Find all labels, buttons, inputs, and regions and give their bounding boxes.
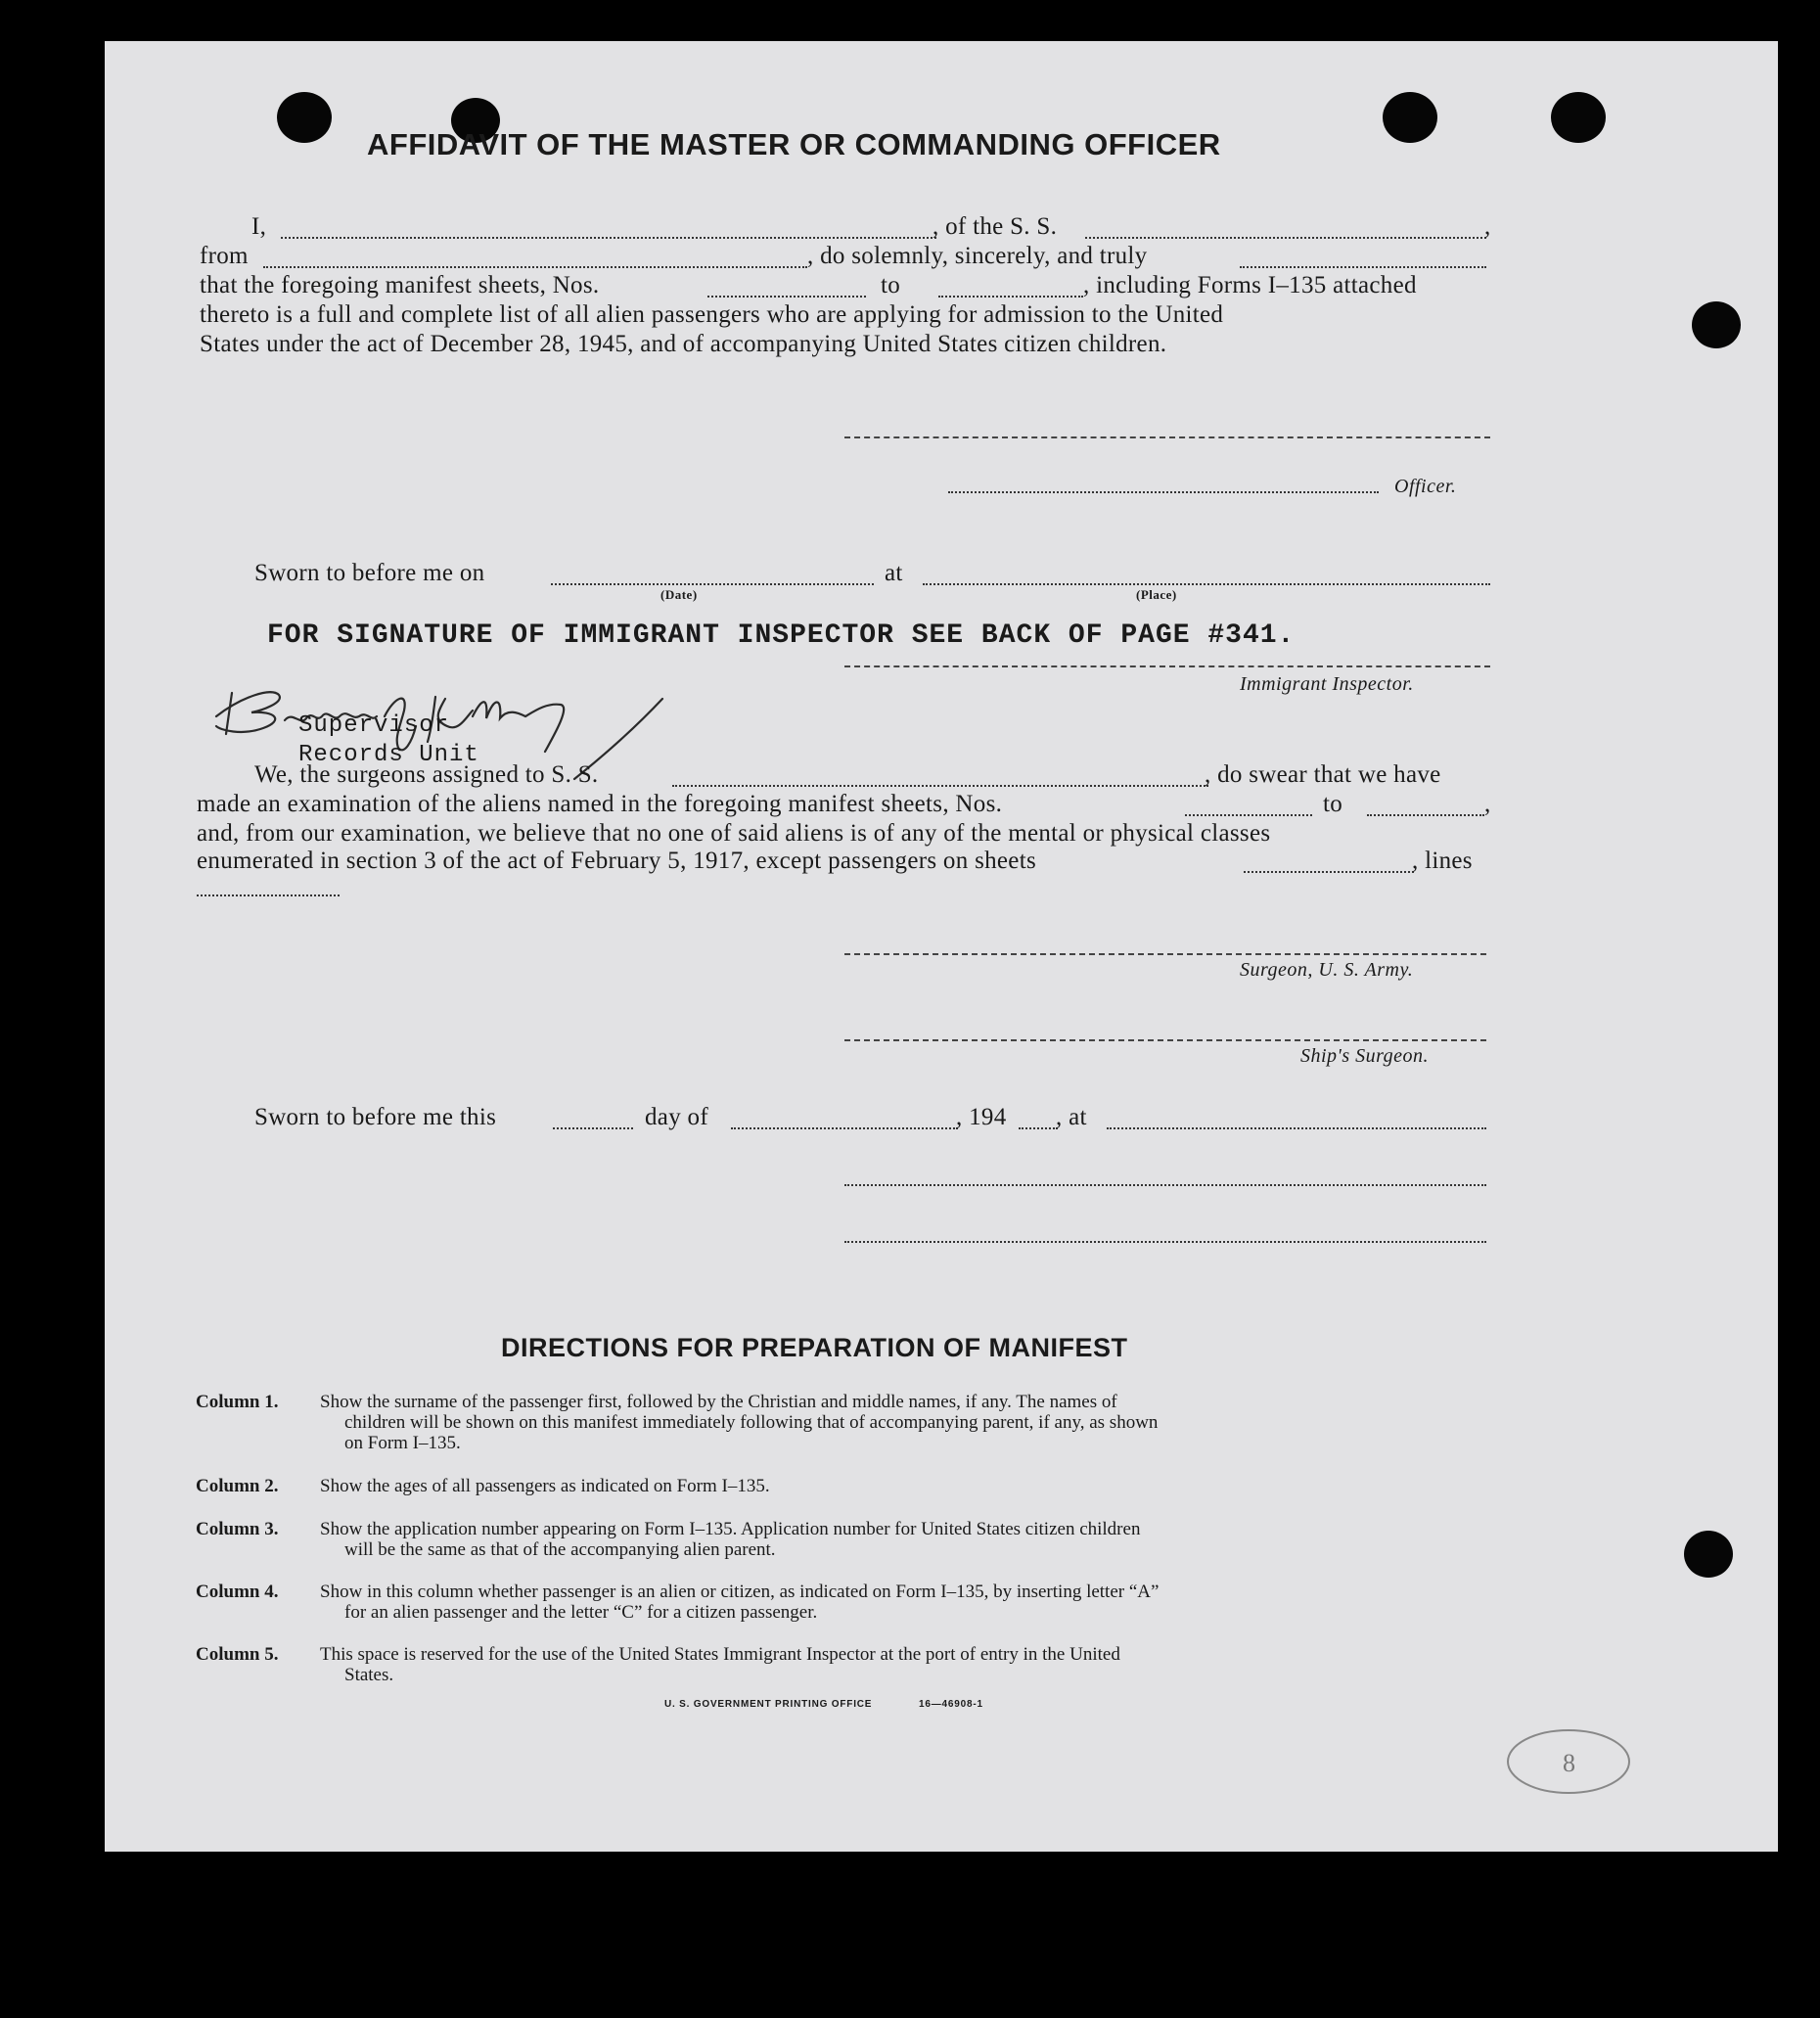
surgeons-lines: , lines [1412,848,1473,874]
surgeon-sheet-from-blank[interactable] [1185,814,1312,816]
column-4-line-1: Show in this column whether passenger is an alien or citizen, as indicated on Form I–135, by inserting letter “A” [320,1582,1160,1602]
inspector-note: FOR SIGNATURE OF IMMIGRANT INSPECTOR SEE BACK OF PAGE #341. [267,620,1296,651]
sworn2-year: , 194 [956,1104,1007,1130]
column-1-text [320,1392,1484,1453]
affidavit-i: I, [251,213,267,240]
date-caption: (Date) [660,587,698,602]
surgeons-swear: , do swear that we have [1205,761,1441,788]
ship-name-blank[interactable] [1085,237,1486,239]
affidavit-line4: thereto is a full and complete list of all alien passengers who are applying for admission to the United [200,301,1224,328]
officer-label: Officer. [1394,476,1457,497]
column-5-line-1: This space is reserved for the use of the United States Immigrant Inspector at the port of entry in the United [320,1644,1120,1665]
sworn2-prefix: Sworn to before me this [254,1104,497,1130]
surgeons-line3: and, from our examination, we believe that no one of said aliens is of any of the mental or physical classes [197,820,1271,847]
exception-sheets-blank[interactable] [1244,871,1414,873]
column-3-line-1: Show the application number appearing on Form I–135. Application number for United States citizen children [320,1519,1141,1539]
surgeons-comma: , [1484,791,1491,817]
column-5-text [320,1644,1484,1685]
punch-hole [1692,301,1741,348]
affidavit-sheets: that the foregoing manifest sheets, Nos. [200,272,600,298]
column-2-text [320,1476,1484,1496]
sworn2-title-line[interactable] [844,1241,1486,1243]
sworn-date-blank[interactable] [551,583,874,585]
sworn2-day-blank[interactable] [553,1127,633,1129]
affidavit-solemnly: , do solemnly, sincerely, and truly [807,243,1148,269]
surgeons-to: to [1323,791,1343,817]
column-1-line-3: on Form I–135. [344,1433,461,1453]
column-1-label: Column 1. [196,1392,279,1412]
stamp-records-unit: Records Unit [298,742,479,768]
affidavit-from: from [200,243,249,269]
surgeon-ship-blank[interactable] [672,785,1208,787]
affidavit-comma: , [1484,213,1491,240]
sworn2-at: , at [1056,1104,1087,1130]
truly-blank[interactable] [1240,266,1486,268]
affidavit-ss: , of the S. S. [933,213,1058,240]
sheet-from-blank[interactable] [707,296,866,298]
form-code-footer: 16—46908-1 [919,1699,983,1710]
sworn2-officer-line[interactable] [844,1184,1486,1186]
form-page [105,41,1778,1852]
sworn2-month-blank[interactable] [731,1127,958,1129]
sworn2-day-of: day of [645,1104,708,1130]
column-3-text [320,1519,1484,1560]
punch-hole [277,92,332,143]
officer-signature-line[interactable] [844,436,1490,438]
punch-hole [1383,92,1437,143]
circled-mark-text: 8 [1563,1749,1575,1777]
sworn2-place-blank[interactable] [1107,1127,1486,1129]
column-4-text [320,1582,1484,1623]
column-4-label: Column 4. [196,1582,279,1602]
affidavit-forms: , including Forms I–135 attached [1083,272,1417,298]
column-1-line-1: Show the surname of the passenger first, followed by the Christian and middle names, if any. The names of [320,1392,1117,1412]
printer-footer: U. S. GOVERNMENT PRINTING OFFICE [664,1699,873,1710]
column-4-line-2: for an alien passenger and the letter “C” for a citizen passenger. [344,1602,818,1623]
column-3-line-2: will be the same as that of the accompanying alien parent. [344,1539,776,1560]
surgeons-line1: We, the surgeons assigned to S. S. [254,761,599,788]
affidavit-to: to [881,272,901,298]
form-title: AFFIDAVIT OF THE MASTER OR COMMANDING OFFICER [367,127,1221,161]
column-2-line-1: Show the ages of all passengers as indicated on Form I–135. [320,1476,770,1496]
surgeons-line2: made an examination of the aliens named in the foregoing manifest sheets, Nos. [197,791,1003,817]
ship-surgeon-label: Ship's Surgeon. [1300,1045,1430,1067]
exception-lines-blank[interactable] [197,894,340,896]
affidavit-line5: States under the act of December 28, 1945, and of accompanying United States citizen children. [200,331,1167,357]
sworn-at-label: at [885,560,903,586]
officer-title-line[interactable] [948,491,1379,493]
surgeon-sheet-to-blank[interactable] [1367,814,1484,816]
punch-hole [1551,92,1606,143]
sheet-to-blank[interactable] [938,296,1083,298]
sworn-date-label: Sworn to before me on [254,560,485,586]
sworn-place-blank[interactable] [923,583,1490,585]
column-5-line-2: States. [344,1665,394,1685]
circled-page-mark [1500,1722,1637,1801]
surgeons-line4: enumerated in section 3 of the act of February 5, 1917, except passengers on sheets [197,848,1036,874]
ship-surgeon-signature-line[interactable] [844,1039,1486,1041]
column-2-label: Column 2. [196,1476,279,1496]
column-1-line-2: children will be shown on this manifest immediately following that of accompanying parent, if any, as shown [344,1412,1159,1433]
from-blank[interactable] [263,266,807,268]
place-caption: (Place) [1136,587,1177,602]
column-5-label: Column 5. [196,1644,279,1665]
name-blank[interactable] [281,237,936,239]
sworn2-year-blank[interactable] [1019,1127,1058,1129]
inspector-signature-line[interactable] [844,665,1490,667]
punch-hole [1684,1531,1733,1578]
directions-title: DIRECTIONS FOR PREPARATION OF MANIFEST [501,1333,1128,1362]
surgeon-army-signature-line[interactable] [844,953,1486,955]
surgeon-army-label: Surgeon, U. S. Army. [1240,959,1414,981]
inspector-label: Immigrant Inspector. [1240,673,1414,695]
column-3-label: Column 3. [196,1519,279,1539]
stamp-supervisor: Supervisor [298,712,450,739]
